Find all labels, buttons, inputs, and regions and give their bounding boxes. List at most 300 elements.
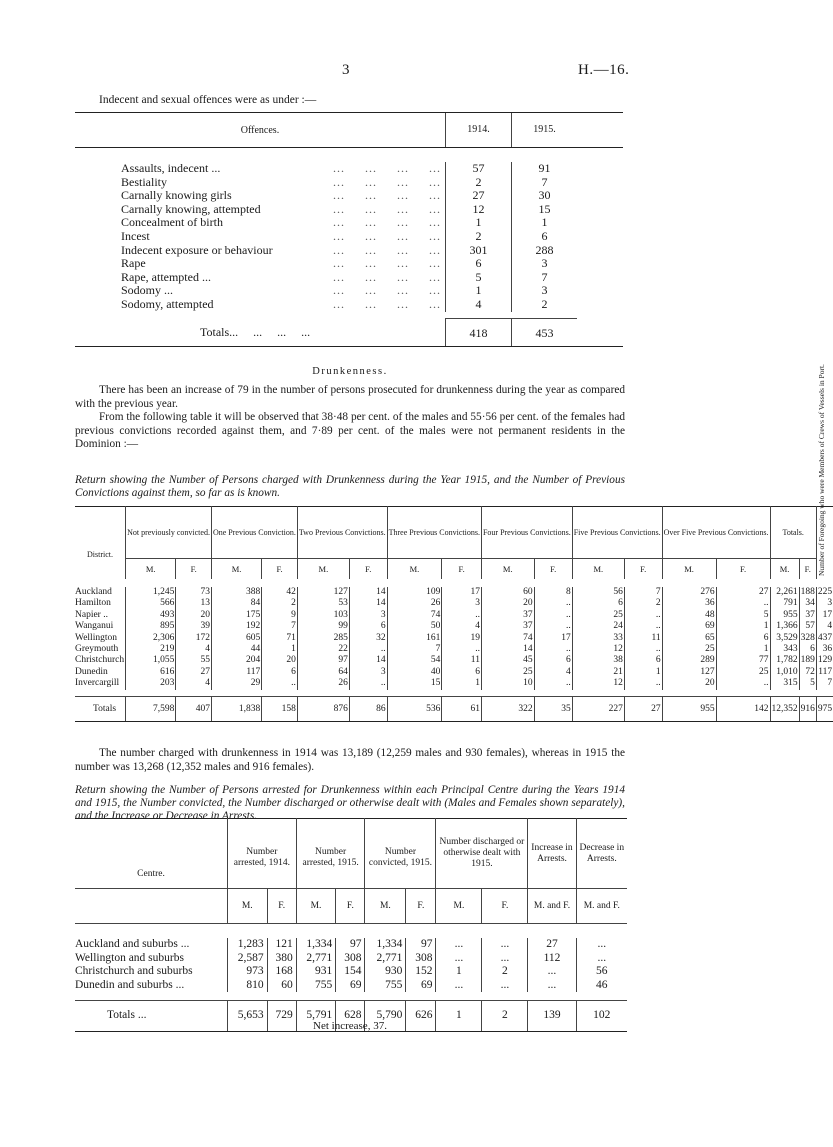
table-cell: 25 xyxy=(572,610,624,621)
district-row xyxy=(75,678,833,689)
crew-vessel-header: Number of Foregoing who were Members of Crews of Vessels in Port. xyxy=(816,507,833,580)
table-cell: 127 xyxy=(297,587,349,598)
table-cell: ... xyxy=(528,965,576,979)
paragraph-percentages: From the following table it will be observed that 38·48 per cent. of the males and 55·56 per cent. of the females had previous convictions recorded against them, and 7·89 per cent. of the males were not permanent residents in the Dominion :— xyxy=(75,411,625,450)
table-cell: .. xyxy=(534,610,572,621)
offence-name: Sodomy, attempted xyxy=(121,296,214,311)
offence-row: Rape ... ... ... ... 6 3 xyxy=(75,257,623,271)
offence-name: Carnally knowing girls xyxy=(121,188,232,203)
table-cell: 3 xyxy=(349,667,387,678)
table-cell: 97 xyxy=(297,655,349,666)
table-cell: 11 xyxy=(624,633,662,644)
table-cell: 2,771 xyxy=(296,952,336,966)
offences-header xyxy=(75,112,623,148)
arrests-table-caption: Return showing the Number of Persons arrested for Drunkenness within each Principal Centre during the Years 1914 and 1915, the Number convicted, the Number discharged or otherwise dealt with (Males and Females shown separately), and the Increase or Decrease in Arrests. xyxy=(75,784,625,822)
offence-name: Incest xyxy=(121,228,150,243)
table-cell: 56 xyxy=(576,965,627,979)
table-cell: 955 xyxy=(662,696,716,721)
male-header: M. xyxy=(211,559,261,580)
table-cell: 322 xyxy=(481,696,534,721)
group-header: Three Previous Convictions. xyxy=(387,507,481,559)
table-cell: 225 xyxy=(817,587,833,597)
offence-row: Concealment of birth ... ... ... ... 1 1 xyxy=(75,216,623,230)
table-cell: .. xyxy=(716,678,770,689)
table-cell: 755 xyxy=(296,979,336,993)
table-cell: 69 xyxy=(406,979,436,993)
table-cell: 388 xyxy=(211,587,261,598)
mf-header: M. xyxy=(228,889,268,924)
table-cell: 1,334 xyxy=(296,938,336,952)
table-cell: 112 xyxy=(528,952,576,966)
table-cell: 536 xyxy=(387,696,442,721)
offence-name: Indecent exposure or behaviour xyxy=(121,242,273,257)
table-cell: 1 xyxy=(624,667,662,678)
table-cell: 175 xyxy=(211,610,261,621)
table-cell: 54 xyxy=(387,655,442,666)
mf-header: F. xyxy=(482,889,528,924)
table-cell: .. xyxy=(349,644,387,655)
table-cell: ... xyxy=(576,938,627,952)
centre-name: Totals ... xyxy=(75,1001,228,1032)
table-cell: 2 xyxy=(482,1001,528,1032)
table-cell: 11 xyxy=(442,655,482,666)
offence-row: Carnally knowing, attempted ... ... ... ... 12 15 xyxy=(75,203,623,217)
table-cell: .. xyxy=(624,678,662,689)
table-cell: ... xyxy=(436,952,482,966)
table-cell: 1 xyxy=(442,678,482,689)
table-cell: 8 xyxy=(534,587,572,598)
table-cell: 188 xyxy=(800,587,815,597)
drunkenness-table-caption: Return showing the Number of Persons charged with Drunkenness during the Year 1915, and the Number of Previous Convictions against them, so far as is known. xyxy=(75,474,625,499)
table-cell: 2,261 xyxy=(770,587,799,598)
female-header: F. xyxy=(624,559,662,580)
district-row xyxy=(75,621,833,632)
table-cell: 2,771 xyxy=(365,952,406,966)
offence-row: Indecent exposure or behaviour ... ... ... ... 301 288 xyxy=(75,244,623,258)
table-cell: 69 xyxy=(336,979,365,993)
table-cell: 37 xyxy=(481,610,534,621)
offence-1914: 4 xyxy=(445,298,511,312)
table-cell: 1,334 xyxy=(365,938,406,952)
table-cell: 99 xyxy=(297,621,349,632)
table-cell: 109 xyxy=(387,587,442,598)
table-cell: 7,598 xyxy=(126,696,176,721)
table-cell: 4 xyxy=(442,621,482,632)
table-cell: 22 xyxy=(297,644,349,655)
offences-table xyxy=(75,112,623,347)
table-cell: 37 xyxy=(481,621,534,632)
group-header: Two Previous Convictions. xyxy=(297,507,387,559)
table-cell: 25 xyxy=(481,667,534,678)
table-cell: 39 xyxy=(176,621,212,632)
table-cell: 1,055 xyxy=(126,655,176,666)
group-header: Five Previous Convictions. xyxy=(572,507,662,559)
female-header: F. xyxy=(534,559,572,580)
drunkenness-mf-row xyxy=(75,559,833,580)
mf-header: M. and F. xyxy=(528,889,576,924)
offence-row: Sodomy, attempted ... ... ... ... 4 2 xyxy=(75,298,623,312)
table-cell: 3 xyxy=(349,610,387,621)
table-cell: 315 xyxy=(770,678,799,689)
male-header: M. xyxy=(481,559,534,580)
table-cell: 566 xyxy=(126,598,176,609)
table-cell: 117 xyxy=(818,666,833,677)
table-cell: 916 xyxy=(799,696,816,721)
table-cell: 154 xyxy=(336,965,365,979)
district-row xyxy=(75,598,833,609)
offence-1915: 6 xyxy=(511,230,577,244)
arrests-mf-row xyxy=(75,889,627,924)
centre-row xyxy=(75,965,627,979)
table-cell: 7 xyxy=(262,621,298,632)
table-cell: 6 xyxy=(572,598,624,609)
table-cell: 189 xyxy=(800,655,815,666)
table-cell: 975 xyxy=(816,696,833,721)
centre-row xyxy=(75,938,627,952)
table-cell: 14 xyxy=(349,587,387,598)
offence-1915: 3 xyxy=(511,284,577,298)
table-cell: 6 xyxy=(716,633,770,644)
offence-name: Concealment of birth xyxy=(121,215,223,230)
table-cell: .. xyxy=(716,598,770,609)
table-cell: 46 xyxy=(576,979,627,993)
district-name: Hamilton xyxy=(75,598,111,609)
table-cell: 20 xyxy=(176,610,212,621)
table-cell: 172 xyxy=(176,633,212,644)
table-cell: 4 xyxy=(176,678,212,689)
table-cell: 1,283 xyxy=(228,938,268,952)
table-cell: 7 xyxy=(387,644,442,655)
table-cell: ... xyxy=(482,938,528,952)
table-cell: .. xyxy=(262,678,298,689)
offence-name: Assaults, indecent ... xyxy=(121,161,221,175)
table-cell: 3 xyxy=(442,598,482,609)
table-cell: 626 xyxy=(406,1001,436,1032)
table-cell: 38 xyxy=(572,655,624,666)
offences-total-1914: 418 xyxy=(445,318,511,346)
table-cell: 9 xyxy=(262,610,298,621)
table-cell: 60 xyxy=(267,979,296,993)
table-cell: .. xyxy=(534,678,572,689)
arrested-1915-header: Number arrested, 1915. xyxy=(296,819,365,889)
year-1915-header: 1915. xyxy=(511,113,577,147)
paragraph-increase: There has been an increase of 79 in the number of persons prosecuted for drunkenness during the year as compared with the previous year. xyxy=(75,384,625,410)
district-header: District. xyxy=(87,549,114,559)
table-cell: 203 xyxy=(126,678,176,689)
table-cell: 605 xyxy=(211,633,261,644)
table-cell: 930 xyxy=(365,965,406,979)
table-cell: 204 xyxy=(211,655,261,666)
table-cell: 21 xyxy=(572,667,624,678)
table-cell: 37 xyxy=(799,610,816,621)
table-cell: 56 xyxy=(572,587,624,598)
table-cell: 24 xyxy=(572,621,624,632)
table-cell: 10 xyxy=(481,678,534,689)
paragraph-comparison: The number charged with drunkenness in 1914 was 13,189 (12,259 males and 930 females), whereas in 1915 the number was 13,268 (12,352 males and 916 females). xyxy=(75,747,625,773)
table-cell: 15 xyxy=(387,678,442,689)
table-cell: 5 xyxy=(799,678,816,689)
centre-name: Auckland and suburbs ... xyxy=(75,938,190,950)
district-row xyxy=(75,667,833,678)
table-cell: 219 xyxy=(126,644,176,655)
table-cell: 102 xyxy=(576,1001,627,1032)
table-cell: 192 xyxy=(211,621,261,632)
table-cell: 60 xyxy=(481,587,534,598)
table-cell: .. xyxy=(349,678,387,689)
table-cell: 1 xyxy=(436,965,482,979)
convicted-1915-header: Number convicted, 1915. xyxy=(365,819,436,889)
offence-1914: 1 xyxy=(445,284,511,298)
table-cell: 12,352 xyxy=(770,696,799,721)
table-cell: 40 xyxy=(387,667,442,678)
table-cell: 27 xyxy=(528,938,576,952)
district-name: Greymouth xyxy=(75,644,119,655)
offences-total-row: Totals... ... ... ... 418 453 xyxy=(75,318,623,347)
table-cell: 810 xyxy=(228,979,268,993)
centre-name: Wellington and suburbs xyxy=(75,951,184,964)
table-cell: 755 xyxy=(365,979,406,993)
table-cell: 14 xyxy=(349,598,387,609)
offence-1914: 6 xyxy=(445,257,511,271)
offences-total-1915: 453 xyxy=(511,318,577,346)
mf-header: M. xyxy=(365,889,406,924)
table-cell: 17 xyxy=(534,633,572,644)
table-cell: 77 xyxy=(716,655,770,666)
offence-1914: 27 xyxy=(445,189,511,203)
district-name: Christchurch xyxy=(75,655,125,666)
arrests-table xyxy=(75,818,627,1032)
male-header: M. xyxy=(770,559,799,580)
table-cell: .. xyxy=(442,644,482,655)
table-cell: 1 xyxy=(716,621,770,632)
table-cell: 5 xyxy=(716,610,770,621)
table-cell: 12 xyxy=(572,678,624,689)
male-header: M. xyxy=(297,559,349,580)
table-cell: 6 xyxy=(442,667,482,678)
table-cell: 289 xyxy=(662,655,716,666)
table-cell: 29 xyxy=(211,678,261,689)
increase-header: Increase in Arrests. xyxy=(528,819,576,889)
table-cell: ... xyxy=(436,979,482,993)
document-code: H.—16. xyxy=(578,62,630,78)
table-cell: 6 xyxy=(349,621,387,632)
table-cell: 1,245 xyxy=(126,587,176,598)
table-cell: 973 xyxy=(228,965,268,979)
table-cell: 139 xyxy=(528,1001,576,1032)
table-cell: 276 xyxy=(662,587,716,598)
table-cell: 44 xyxy=(211,644,261,655)
table-cell: 4 xyxy=(816,621,833,632)
offence-1915: 7 xyxy=(511,271,577,285)
table-cell: 27 xyxy=(624,696,662,721)
table-cell: 2 xyxy=(624,598,662,609)
table-cell: 1,366 xyxy=(770,621,799,632)
drunkenness-title: Drunkenness. xyxy=(312,366,388,377)
decrease-header: Decrease in Arrests. xyxy=(576,819,627,889)
table-cell: 26 xyxy=(297,678,349,689)
district-name: Totals xyxy=(75,696,126,721)
table-cell: 13 xyxy=(176,598,212,609)
offence-1915: 15 xyxy=(511,203,577,217)
table-cell: 35 xyxy=(534,696,572,721)
table-cell: 628 xyxy=(336,1001,365,1032)
drunkenness-body xyxy=(75,579,833,721)
arrests-body xyxy=(75,924,627,1032)
table-cell: 36 xyxy=(816,644,833,655)
table-cell: 17 xyxy=(816,610,833,621)
offence-row: Carnally knowing girls ... ... ... ... 27 30 xyxy=(75,189,623,203)
table-cell: 42 xyxy=(262,587,298,598)
table-cell: .. xyxy=(624,610,662,621)
table-cell: 308 xyxy=(406,952,436,966)
table-cell: 55 xyxy=(176,655,212,666)
female-header: F. xyxy=(176,559,212,580)
table-cell: 876 xyxy=(297,696,349,721)
offence-name: Rape, attempted ... xyxy=(121,269,211,284)
female-header: F. xyxy=(442,559,482,580)
centre-row xyxy=(75,979,627,993)
centre-row xyxy=(75,952,627,966)
table-cell: 72 xyxy=(799,667,816,678)
table-cell: 1 xyxy=(262,644,298,655)
district-name: Auckland xyxy=(75,587,112,597)
table-cell: 48 xyxy=(662,610,716,621)
offence-1914: 1 xyxy=(445,216,511,230)
district-row xyxy=(75,644,833,655)
group-header: Totals. xyxy=(770,507,816,559)
table-cell: 227 xyxy=(572,696,624,721)
table-cell: 380 xyxy=(267,952,296,966)
table-cell: 103 xyxy=(297,610,349,621)
district-row xyxy=(75,587,833,598)
table-cell: 25 xyxy=(662,644,716,655)
table-cell: 328 xyxy=(800,632,815,643)
table-cell: 4 xyxy=(534,667,572,678)
male-header: M. xyxy=(387,559,442,580)
table-cell: 161 xyxy=(387,633,442,644)
table-cell: .. xyxy=(442,610,482,621)
table-cell: 26 xyxy=(387,598,442,609)
table-cell: 27 xyxy=(176,667,212,678)
offence-1914: 2 xyxy=(445,230,511,244)
table-cell: ... xyxy=(436,938,482,952)
offence-name: Carnally knowing, attempted xyxy=(121,201,261,216)
table-cell: ... xyxy=(482,952,528,966)
centre-name: Dunedin and suburbs ... xyxy=(75,978,185,991)
table-cell: 2,587 xyxy=(228,952,268,966)
table-cell: 71 xyxy=(262,633,298,644)
offence-1915: 91 xyxy=(511,162,577,176)
district-row xyxy=(75,610,833,621)
table-cell: 343 xyxy=(770,644,799,655)
table-cell: ... xyxy=(528,979,576,993)
table-cell: 84 xyxy=(211,598,261,609)
table-cell: 6 xyxy=(534,655,572,666)
table-cell: ... xyxy=(482,979,528,993)
table-cell: 142 xyxy=(716,696,770,721)
table-cell: 5,790 xyxy=(365,1001,406,1032)
table-cell: 74 xyxy=(481,633,534,644)
offence-1915: 30 xyxy=(511,189,577,203)
table-cell: 3 xyxy=(816,598,833,609)
group-header: Not previously convicted. xyxy=(126,507,212,559)
group-header: One Previous Conviction. xyxy=(211,507,297,559)
table-cell: 7 xyxy=(624,587,662,598)
table-cell: 12 xyxy=(572,644,624,655)
year-1914-header: 1914. xyxy=(445,113,511,147)
table-cell: 955 xyxy=(770,610,799,621)
district-name: Dunedin xyxy=(75,666,108,677)
offence-1915: 288 xyxy=(511,244,577,258)
table-cell: 129 xyxy=(817,655,833,666)
offence-row: Sodomy ... ... ... ... ... 1 3 xyxy=(75,284,623,298)
table-cell: 168 xyxy=(267,965,296,979)
offences-col-header: Offences. xyxy=(240,124,280,136)
table-cell: 97 xyxy=(336,938,365,952)
table-cell: .. xyxy=(534,621,572,632)
table-cell: 2 xyxy=(262,598,298,609)
female-header: F. xyxy=(799,559,816,580)
table-cell: 32 xyxy=(349,633,387,644)
table-cell: 1,838 xyxy=(211,696,261,721)
offences-body xyxy=(75,148,623,312)
mf-header: M. xyxy=(296,889,336,924)
offence-1914: 5 xyxy=(445,271,511,285)
district-name: Napier .. xyxy=(75,609,108,620)
offence-row: Incest ... ... ... ... 2 6 xyxy=(75,230,623,244)
table-cell: 152 xyxy=(406,965,436,979)
offence-name: Sodomy ... xyxy=(121,283,174,298)
mf-header: M. and F. xyxy=(576,889,627,924)
table-cell: 53 xyxy=(297,598,349,609)
drunkenness-total-row xyxy=(75,696,833,721)
district-row xyxy=(75,655,833,666)
net-increase: Net increase, 37. xyxy=(313,1020,387,1032)
table-cell: 121 xyxy=(267,938,296,952)
table-cell: 931 xyxy=(296,965,336,979)
table-cell: 6 xyxy=(262,667,298,678)
discharged-header: Number discharged or otherwise dealt with 1915. xyxy=(436,819,528,889)
centre-header: Centre. xyxy=(137,869,165,879)
offence-1915: 7 xyxy=(511,176,577,190)
female-header: F. xyxy=(716,559,770,580)
table-cell: 14 xyxy=(349,655,387,666)
table-cell: 127 xyxy=(662,667,716,678)
offence-row: Bestiality ... ... ... ... 2 7 xyxy=(75,176,623,190)
table-cell: 20 xyxy=(481,598,534,609)
table-cell: 19 xyxy=(442,633,482,644)
male-header: M. xyxy=(662,559,716,580)
table-cell: 20 xyxy=(262,655,298,666)
page-number: 3 xyxy=(342,62,350,78)
offence-1915: 1 xyxy=(511,216,577,230)
offence-name: Bestiality xyxy=(121,174,167,189)
table-cell: 2,306 xyxy=(126,633,176,644)
table-cell: 6 xyxy=(799,644,816,655)
male-header: M. xyxy=(572,559,624,580)
table-cell: 33 xyxy=(572,633,624,644)
table-cell: 729 xyxy=(267,1001,296,1032)
table-cell: 285 xyxy=(297,633,349,644)
table-cell: 407 xyxy=(176,696,212,721)
table-cell: 20 xyxy=(662,678,716,689)
table-cell: 616 xyxy=(126,667,176,678)
table-cell: 17 xyxy=(442,587,482,598)
table-cell: 50 xyxy=(387,621,442,632)
table-cell: 73 xyxy=(176,587,212,598)
table-cell: 64 xyxy=(297,667,349,678)
table-cell: 437 xyxy=(817,632,833,643)
